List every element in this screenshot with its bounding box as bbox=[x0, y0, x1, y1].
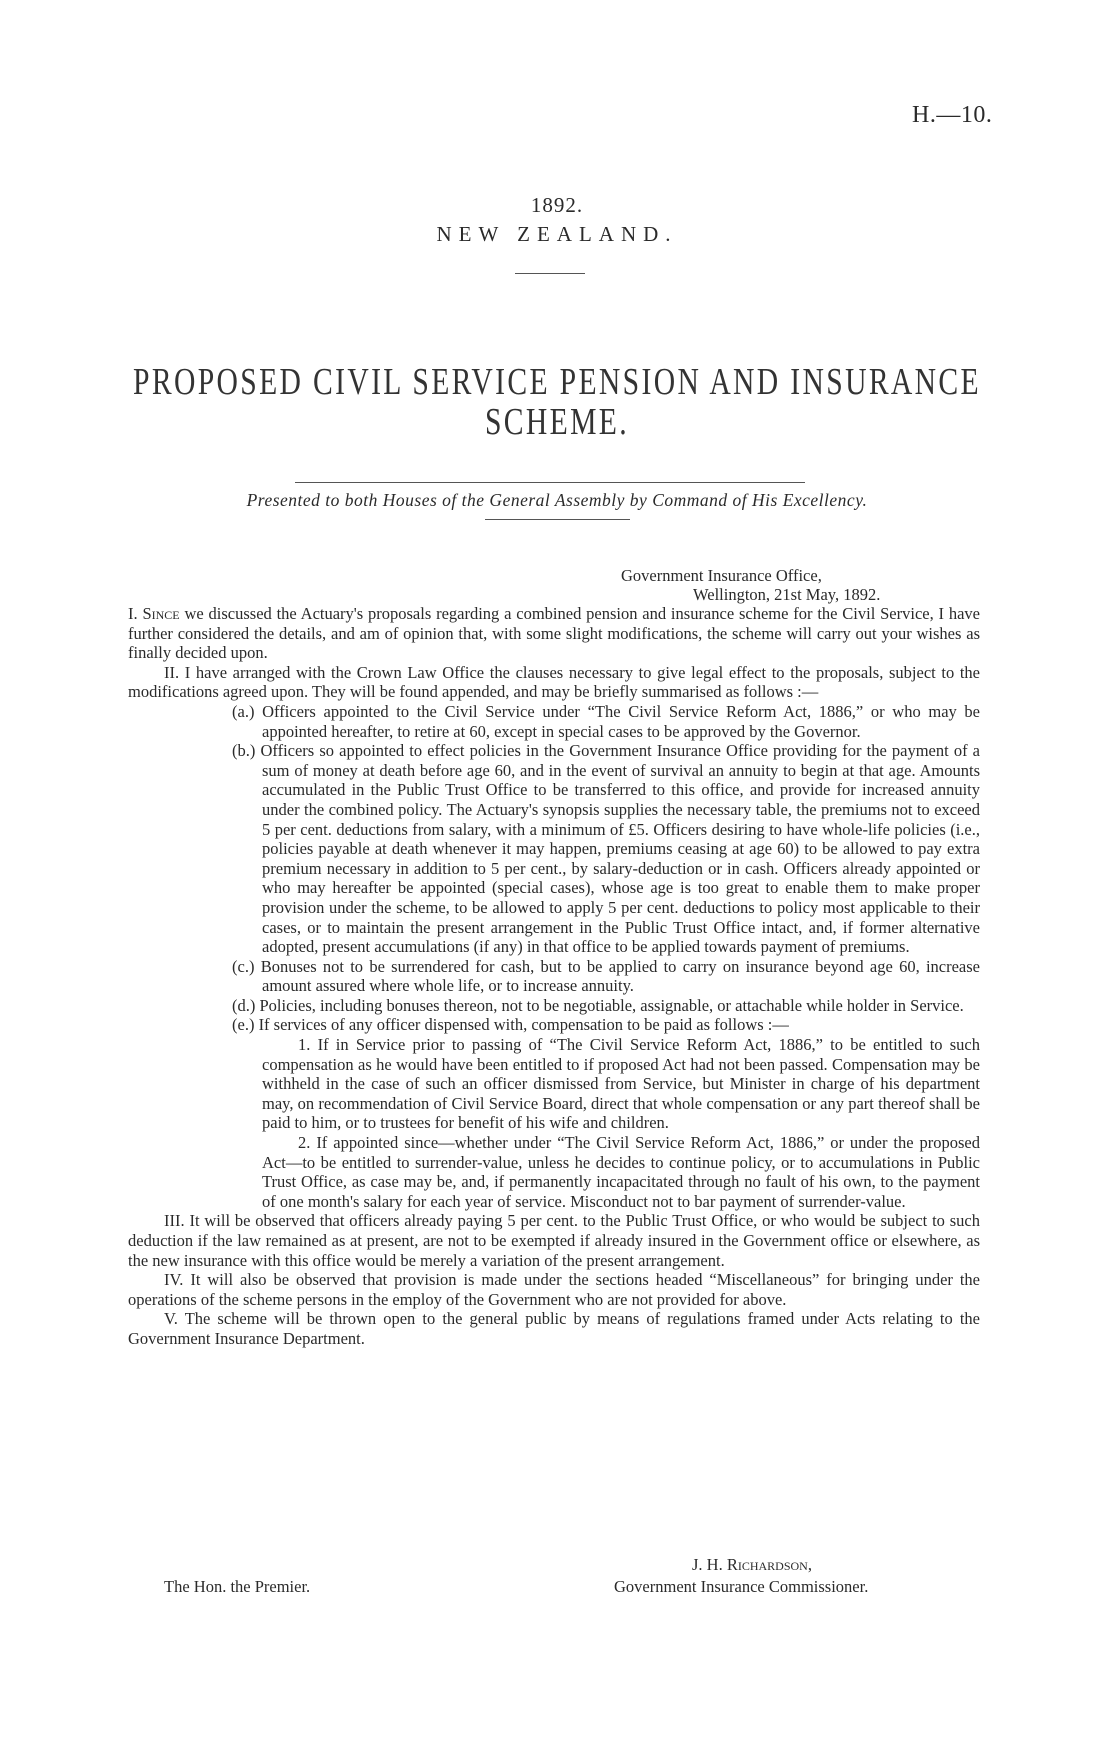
page-reference: H.—10. bbox=[912, 102, 993, 128]
letter-body bbox=[128, 604, 980, 1349]
clause-c: (c.) Bonuses not to be surrendered for cash, but to be applied to carry on insurance beyond age 60, increase amount assured where whole life, or to increase annuity. bbox=[232, 956, 980, 996]
divider-rule bbox=[515, 273, 585, 274]
signatory-title: Government Insurance Commissioner. bbox=[614, 1577, 869, 1596]
signature-name: J. H. Richardson, bbox=[692, 1555, 812, 1574]
clause-b: (b.) Officers so appointed to effect policies in the Government Insurance Office providing for the payment of a sum of money at death before age 60, and in the event of survival an annuity to begin at that age. Amounts accumulated in the Public Trust Office to be transferred to this office, and provide for increased annuity under the combined policy. The Actuary's synopsis supplies the necessary table, the premiums not to exceed 5 per cent. deductions from salary, with a minimum of £5. Officers desiring to have whole-life policies (i.e., policies payable at death whenever it may happen, premiums ceasing at age 60) to be allowed to pay extra premium necessary in addition to 5 per cent., by salary-deduction or in cash. Officers already appointed or who may hereafter be appointed (special cases), whose age is too great to enable them to make proper provision under the scheme, to be allowed to apply 5 per cent. deductions to policy most applicable to their cases, or to maintain the present arrangement in the Public Trust Office intact, and, if former alternative adopted, present accumulations (if any) in that office to be applied towards payment of premiums. bbox=[232, 741, 980, 957]
paragraph-3: III. It will be observed that officers already paying 5 per cent. to the Public Trust Office, or who would be subject to such deduction if the law remained as at present, are not to be exempted if already insured in the Government office or elsewhere, as the new insurance with this office would be merely a variation of the present arrangement. bbox=[128, 1211, 980, 1270]
paragraph-5: V. The scheme will be thrown open to the general public by means of regulations framed under Acts relating to the Government Insurance Department. bbox=[128, 1309, 980, 1348]
divider-rule bbox=[295, 482, 805, 483]
address-line-2: Wellington, 21st May, 1892. bbox=[693, 585, 881, 604]
clause-e-1: 1. If in Service prior to passing of “The Civil Service Reform Act, 1886,” to be entitled to such compensation as he would have been entitled to if proposed Act had not been passed. Compensation may be withheld in the case of such an officer dismissed from Service, but Minister in charge of his department may, on recommendation of Civil Service Board, direct that whole compensation or any part thereof shall be paid to him, or to trustees for benefit of his wife and children. bbox=[262, 1035, 980, 1133]
paragraph-1 bbox=[128, 604, 980, 663]
document-year: 1892. bbox=[530, 193, 584, 217]
clause-e-2: 2. If appointed since—whether under “The Civil Service Reform Act, 1886,” or under the proposed Act—to be entitled to surrender-value, unless he decides to continue policy, or to accumulations in Public Trust Office, as case may be, and, if permanently incapacitated through no fault of his own, to the payment of one month's salary for each year of service. Misconduct not to bar payment of surrender-value. bbox=[262, 1133, 980, 1211]
clause-e: (e.) If services of any officer dispensed with, compensation to be paid as follows :— bbox=[232, 1015, 789, 1035]
clause-a: (a.) Officers appointed to the Civil Service under “The Civil Service Reform Act, 1886,” or who may be appointed hereafter, to retire at 60, except in special cases to be approved by the Governor. bbox=[232, 701, 980, 741]
paragraph-number: I. bbox=[128, 604, 138, 623]
addressee: The Hon. the Premier. bbox=[164, 1577, 311, 1596]
paragraph-4: IV. It will also be observed that provision is made under the sections headed “Miscellaneous” for bringing under the operations of the scheme persons in the employ of the Government who are not provided for above. bbox=[128, 1270, 980, 1309]
divider-rule bbox=[485, 519, 630, 520]
country-heading: NEW ZEALAND. bbox=[436, 222, 678, 246]
paragraph-2: II. I have arranged with the Crown Law Office the clauses necessary to give legal effect to the proposals, subject to the modifications agreed upon. They will be found appended, and may be briefly summarised as follows :— bbox=[128, 662, 980, 702]
lead-word: Since bbox=[142, 604, 180, 623]
presented-line: Presented to both Houses of the General Assembly by Command of His Excellency. bbox=[246, 490, 868, 510]
paragraph-text: we discussed the Actuary's proposals regarding a combined pension and insurance scheme for the Civil Service, I have further considered the details, and am of opinion that, with some slight modifications, the scheme will carry out your wishes as finally decided upon. bbox=[128, 604, 981, 663]
document-title: PROPOSED CIVIL SERVICE PENSION AND INSURANCE SCHEME. bbox=[133, 361, 981, 443]
address-line-1: Government Insurance Office, bbox=[621, 566, 822, 585]
clause-d: (d.) Policies, including bonuses thereon, not to be negotiable, assignable, or attachable while holder in Service. bbox=[232, 995, 964, 1015]
